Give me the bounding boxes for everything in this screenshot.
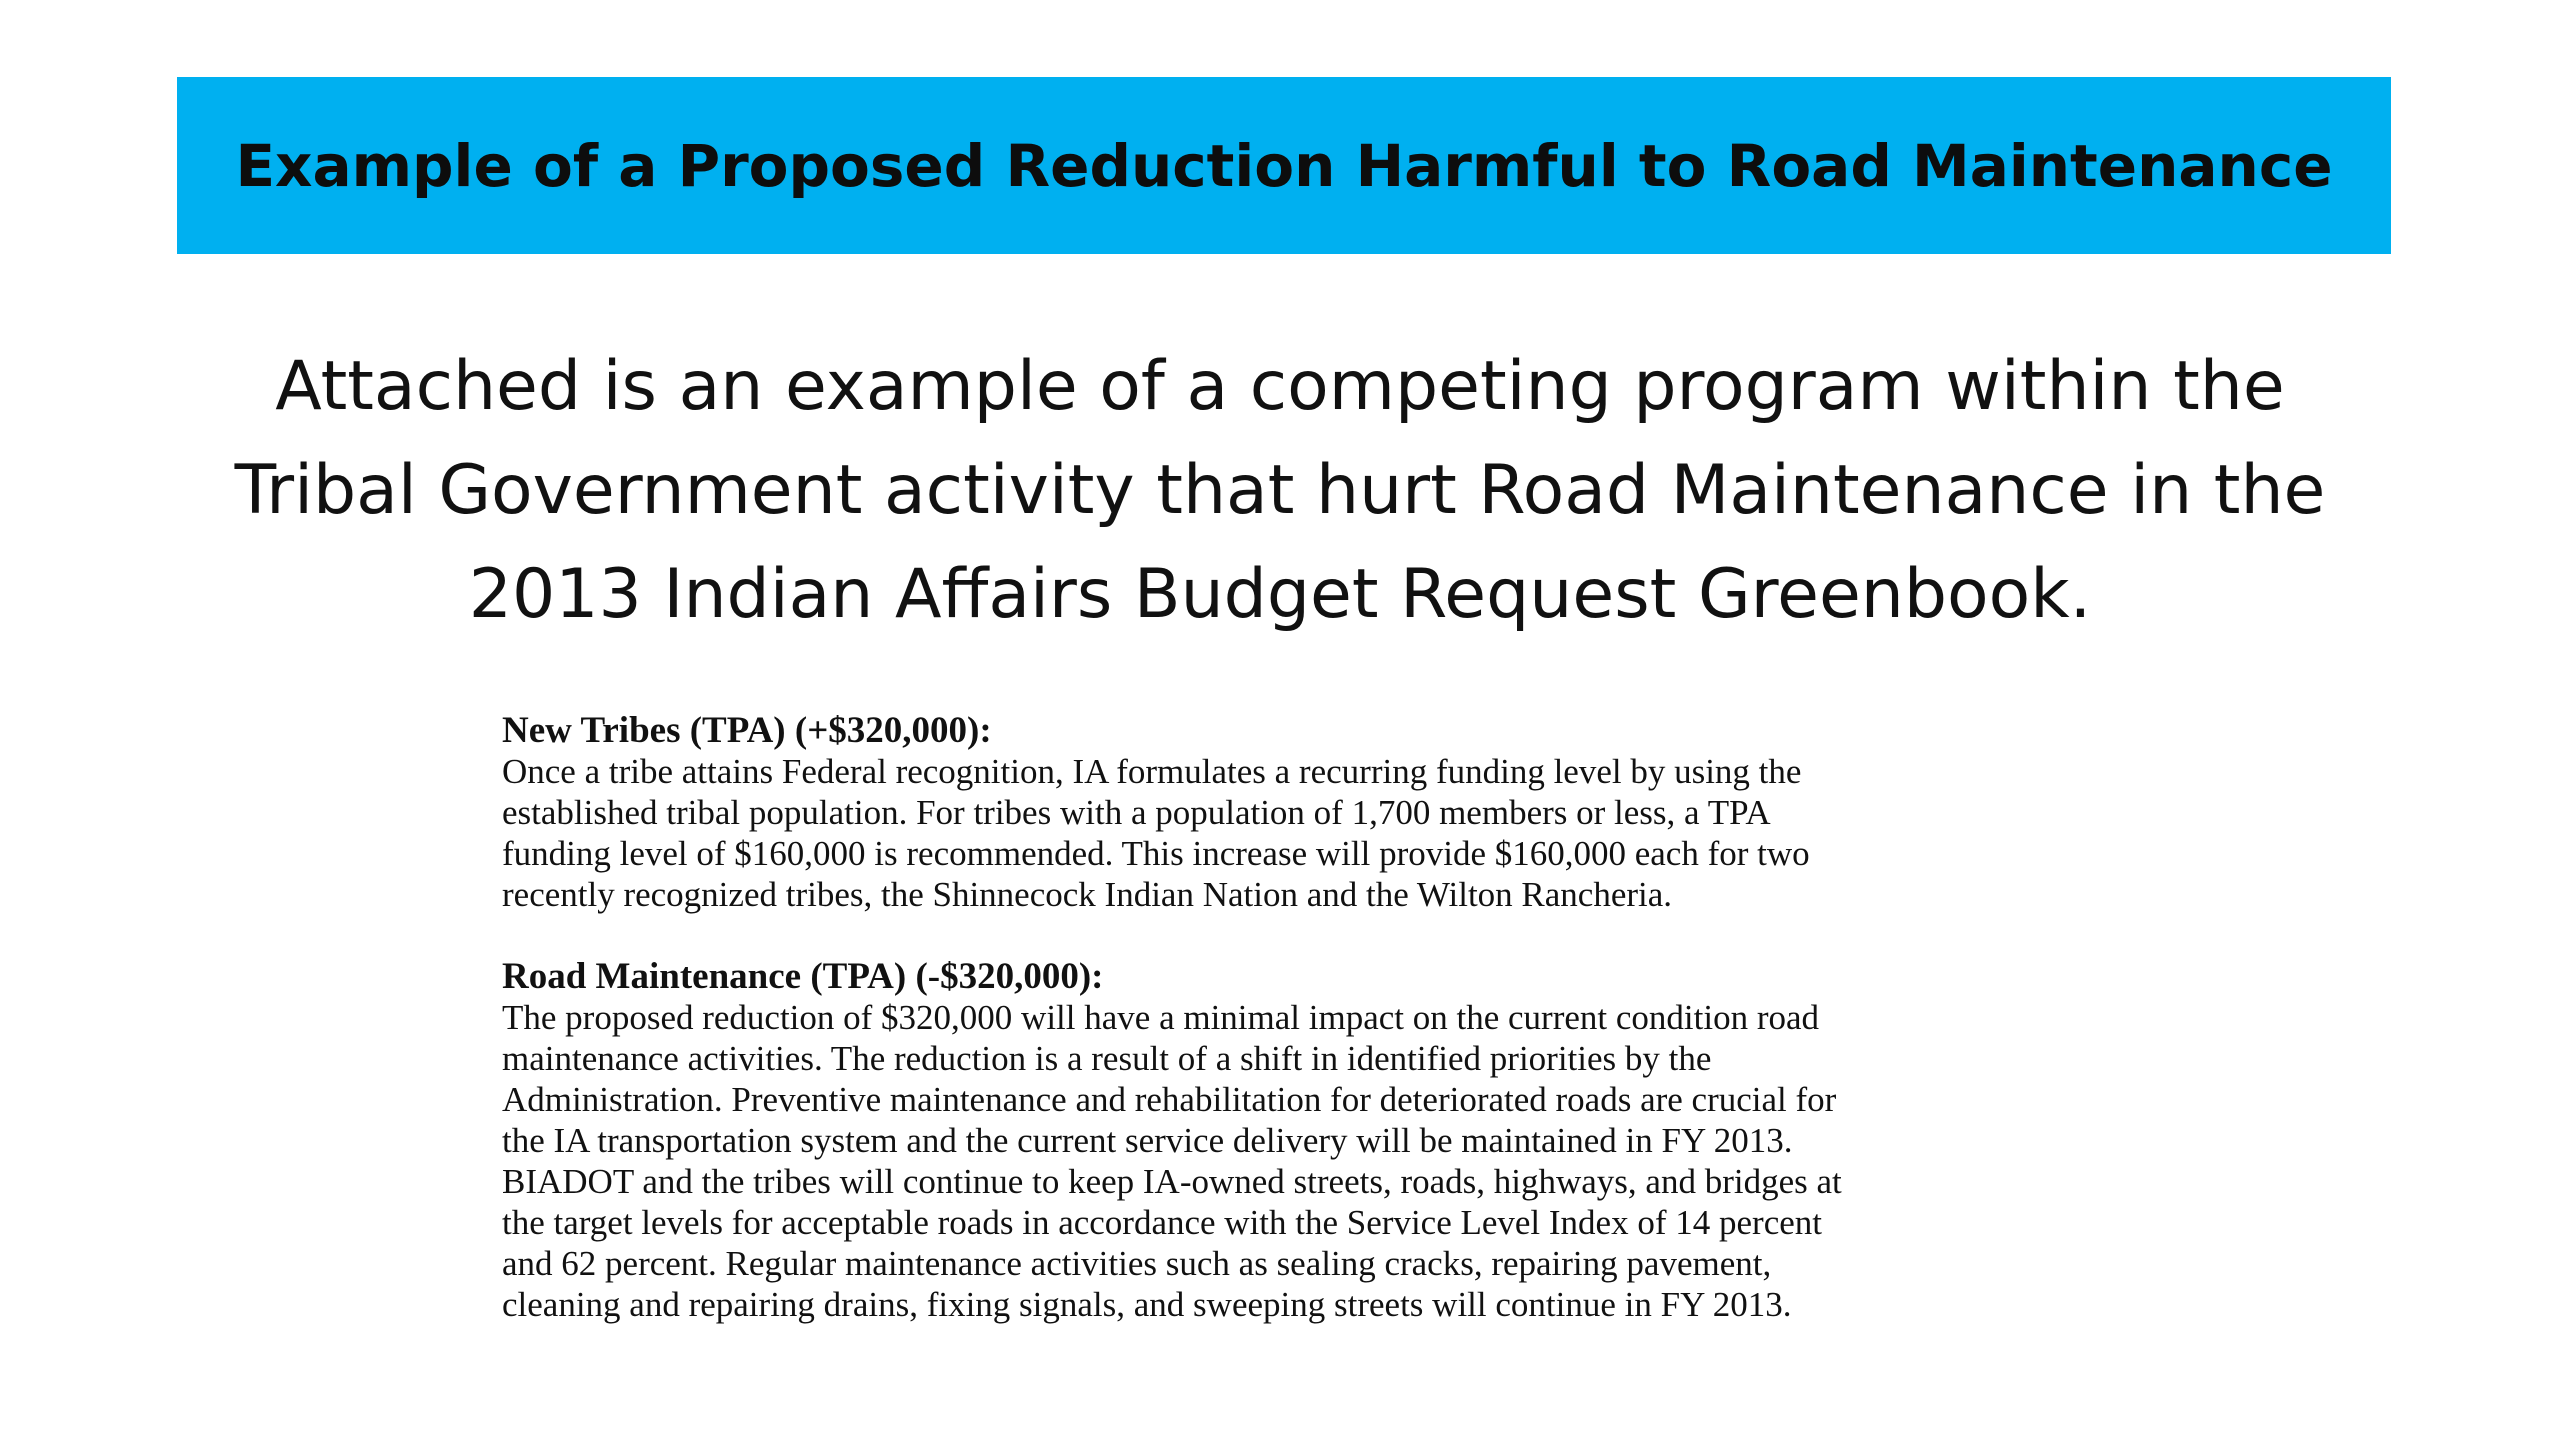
excerpt-line: funding level of $160,000 is recommended. This increase will provide $160,000 each for two — [502, 834, 1810, 873]
new-tribes-heading: New Tribes (TPA) (+$320,000): — [502, 710, 992, 751]
new-tribes-section — [502, 710, 2062, 915]
title-bar — [177, 77, 2391, 254]
excerpt-line: The proposed reduction of $320,000 will have a minimal impact on the current condition road — [502, 998, 1820, 1037]
slide-subtitle — [160, 335, 2400, 647]
excerpt-line: and 62 percent. Regular maintenance activities such as sealing cracks, repairing pavement, — [502, 1244, 1772, 1283]
subtitle-line: 2013 Indian Affairs Budget Request Greenbook. — [468, 555, 2092, 634]
excerpt-line: recently recognized tribes, the Shinnecock Indian Nation and the Wilton Rancheria. — [502, 875, 1673, 914]
slide-title: Example of a Proposed Reduction Harmful to Road Maintenance — [235, 131, 2333, 200]
road-maintenance-section — [502, 956, 2062, 1325]
greenbook-excerpt-image — [502, 710, 2062, 1325]
excerpt-line: established tribal population. For tribes with a population of 1,700 members or less, a TPA — [502, 793, 1771, 832]
excerpt-line: BIADOT and the tribes will continue to keep IA-owned streets, roads, highways, and bridges at — [502, 1162, 1842, 1201]
excerpt-line: maintenance activities. The reduction is a result of a shift in identified priorities by the — [502, 1039, 1712, 1078]
subtitle-line: Tribal Government activity that hurt Road Maintenance in the — [234, 451, 2326, 530]
excerpt-line: the IA transportation system and the current service delivery will be maintained in FY 2013. — [502, 1121, 1793, 1160]
excerpt-line: Once a tribe attains Federal recognition, IA formulates a recurring funding level by using the — [502, 752, 1802, 791]
road-maintenance-heading: Road Maintenance (TPA) (-$320,000): — [502, 956, 1104, 997]
excerpt-line: Administration. Preventive maintenance and rehabilitation for deteriorated roads are crucial for — [502, 1080, 1837, 1119]
subtitle-line: Attached is an example of a competing program within the — [275, 347, 2285, 426]
excerpt-line: cleaning and repairing drains, fixing signals, and sweeping streets will continue in FY 2013. — [502, 1285, 1792, 1324]
excerpt-line: the target levels for acceptable roads in accordance with the Service Level Index of 14 percent — [502, 1203, 1822, 1242]
